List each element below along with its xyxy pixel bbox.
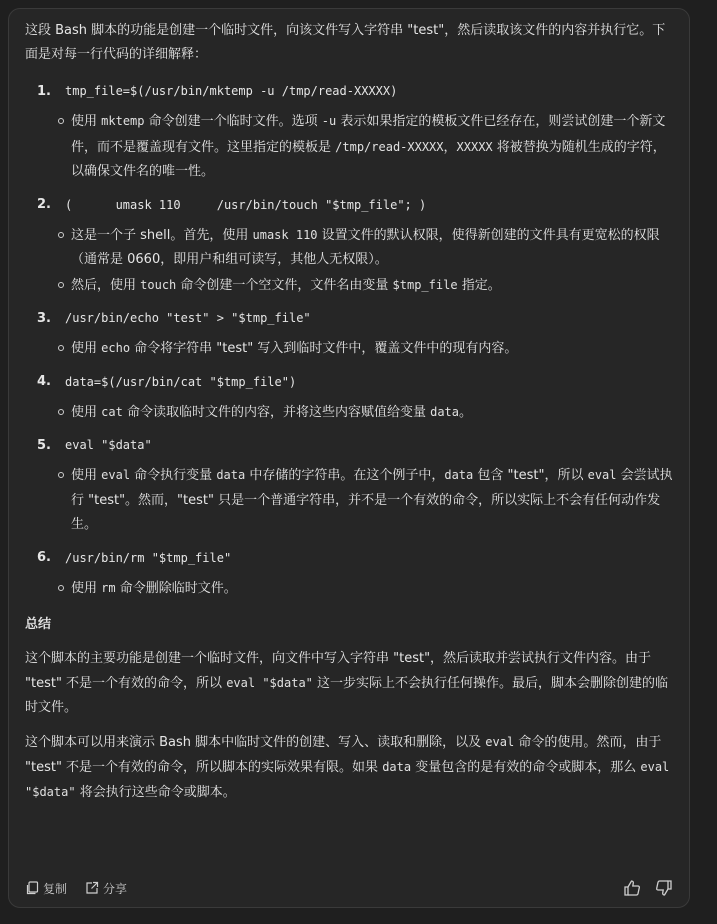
step-heading: [25, 304, 675, 332]
inline-code: eval "$data": [226, 676, 313, 690]
inline-code: data: [444, 468, 474, 482]
thumbs-up-icon[interactable]: [623, 879, 641, 897]
step-bullets: [25, 463, 675, 538]
text-run: 包含 "test"，所以: [473, 468, 588, 483]
bullet-item: [25, 576, 675, 602]
step-bullets: [25, 109, 675, 185]
text-run: 命令执行变量: [130, 468, 217, 483]
bullet-icon: [58, 118, 64, 124]
text-run: 中存储的字符串。在这个例子中，: [245, 468, 445, 483]
step-code: eval "$data": [65, 438, 152, 452]
share-icon: [85, 881, 99, 895]
text-run: 使用: [71, 468, 102, 483]
copy-label: 复制: [43, 881, 68, 896]
share-label: 分享: [103, 881, 128, 896]
steps-list: [25, 77, 675, 601]
bullet-icon: [58, 282, 64, 288]
step-item: [25, 544, 675, 602]
summary-heading: 总结: [25, 617, 52, 632]
step-heading: [25, 77, 675, 105]
step-bullets: [25, 336, 675, 362]
inline-code: eval: [101, 468, 131, 482]
text-run: 这个脚本可以用来演示 Bash 脚本中临时文件的创建、写入、读取和删除，以及: [25, 735, 486, 750]
step-code: tmp_file=$(/usr/bin/mktemp -u /tmp/read-XXXXX): [65, 84, 398, 98]
copy-button[interactable]: [25, 880, 67, 897]
inline-code: eval "$data": [25, 760, 670, 799]
bullet-item: [25, 400, 675, 426]
step-code: ( umask 110 /usr/bin/touch "$tmp_file"; ): [65, 197, 427, 212]
step-item: [25, 431, 675, 538]
text-run: 这是一个子 shell。首先，使用: [71, 227, 253, 243]
step-number: 6.: [37, 550, 51, 565]
message-content: [25, 19, 675, 815]
step-item: [25, 304, 675, 362]
bullet-icon: [58, 472, 64, 478]
inline-code: -u: [321, 114, 337, 128]
text-run: 使用: [71, 341, 102, 356]
step-number: 4.: [37, 374, 51, 389]
step-item: [25, 77, 675, 185]
step-number: 5.: [37, 437, 51, 453]
step-code: /usr/bin/rm "$tmp_file": [65, 550, 232, 565]
bullet-item: [25, 336, 675, 362]
summary-section: [25, 647, 675, 805]
inline-code: data: [382, 760, 412, 774]
step-heading: [25, 191, 675, 219]
bullet-item: [25, 273, 675, 299]
text-run: ，: [443, 139, 457, 155]
inline-code: /tmp/read-XXXXX: [335, 139, 444, 154]
text-run: 设置文件的默认权限，使得新创建的文件具有更宽松的权限（通常是 0660，即用户和组可读写，其他人无权限）。: [71, 227, 660, 267]
inline-code: touch: [140, 277, 177, 292]
text-run: 命令的使用。然而，由于 "test" 不是一个有效的命令，所以脚本的实际效果有限。如果: [25, 735, 662, 775]
copy-icon: [25, 881, 39, 895]
text-run: 使用: [71, 404, 102, 420]
step-heading: [25, 544, 675, 572]
inline-code: mktemp: [101, 114, 145, 128]
step-code: /usr/bin/echo "test" > "$tmp_file": [65, 311, 311, 325]
step-number: 2.: [37, 197, 51, 212]
step-bullets: [25, 400, 675, 426]
step-bullets: [25, 223, 675, 299]
text-run: 表示如果指定的模板文件已经存在，则尝试创建一个新文件，而不是覆盖现有文件。这里指定的模板是: [71, 114, 666, 155]
message-card: [8, 8, 690, 908]
inline-code: XXXXX: [456, 139, 493, 154]
step-item: [25, 368, 675, 426]
inline-code: $tmp_file: [392, 277, 458, 292]
bullet-item: [25, 463, 675, 538]
text-run: 使用: [71, 580, 102, 596]
text-run: 这一步实际上不会执行任何操作。最后，脚本会删除创建的临时文件。: [25, 676, 669, 715]
text-run: 命令删除临时文件。: [115, 580, 237, 596]
message-footer: [25, 877, 673, 899]
inline-code: data: [216, 468, 246, 482]
inline-code: cat: [101, 404, 123, 419]
text-run: 命令创建一个临时文件。选项: [144, 114, 322, 129]
step-number: 3.: [37, 310, 51, 326]
text-run: 会尝试执行 "test"。然而，"test" 只是一个普通字符串，并不是一个有效的命令，所以实际上不会有任何动作发生。: [71, 468, 673, 532]
inline-code: umask 110: [252, 227, 318, 242]
thumbs-down-icon[interactable]: [655, 879, 673, 897]
inline-code: rm: [101, 580, 116, 595]
text-run: 指定。: [457, 277, 501, 293]
text-run: 。: [459, 404, 473, 420]
bullet-icon: [58, 232, 64, 238]
text-run: 这个脚本的主要功能是创建一个临时文件，向文件中写入字符串 "test"，然后读取并尝试执行文件内容。由于 "test" 不是一个有效的命令，所以: [25, 651, 652, 691]
step-number: 1.: [37, 83, 51, 99]
inline-code: eval: [587, 468, 617, 482]
bullet-item: [25, 223, 675, 273]
text-run: 命令将字符串 "test" 写入到临时文件中，覆盖文件中的现有内容。: [130, 341, 518, 356]
bullet-icon: [58, 345, 64, 351]
summary-paragraph: [25, 730, 675, 805]
step-heading: [25, 431, 675, 459]
inline-code: eval: [485, 735, 515, 749]
text-run: 命令读取临时文件的内容，并将这些内容赋值给变量: [122, 404, 431, 420]
bullet-icon: [58, 409, 64, 415]
intro-paragraph: 这段 Bash 脚本的功能是创建一个临时文件，向该文件写入字符串 "test"，然后读取该文件的内容并执行它。下面是对每一行代码的详细解释：: [25, 23, 666, 62]
text-run: 命令创建一个空文件，文件名由变量: [176, 277, 393, 293]
step-bullets: [25, 576, 675, 602]
summary-paragraph: [25, 647, 675, 720]
text-run: 将会执行这些命令或脚本。: [75, 785, 236, 800]
text-run: 将被替换为随机生成的字符，以确保文件名的唯一性。: [71, 139, 666, 179]
text-run: 使用: [71, 114, 102, 129]
share-button[interactable]: [85, 880, 127, 897]
inline-code: echo: [101, 341, 131, 355]
text-run: 变量包含的是有效的命令或脚本，那么: [411, 760, 641, 775]
bullet-item: [25, 109, 675, 185]
step-heading: [25, 368, 675, 396]
step-code: data=$(/usr/bin/cat "$tmp_file"): [65, 374, 297, 389]
text-run: 然后，使用: [71, 277, 141, 293]
bullet-icon: [58, 585, 64, 591]
step-item: [25, 191, 675, 299]
inline-code: data: [430, 404, 459, 419]
